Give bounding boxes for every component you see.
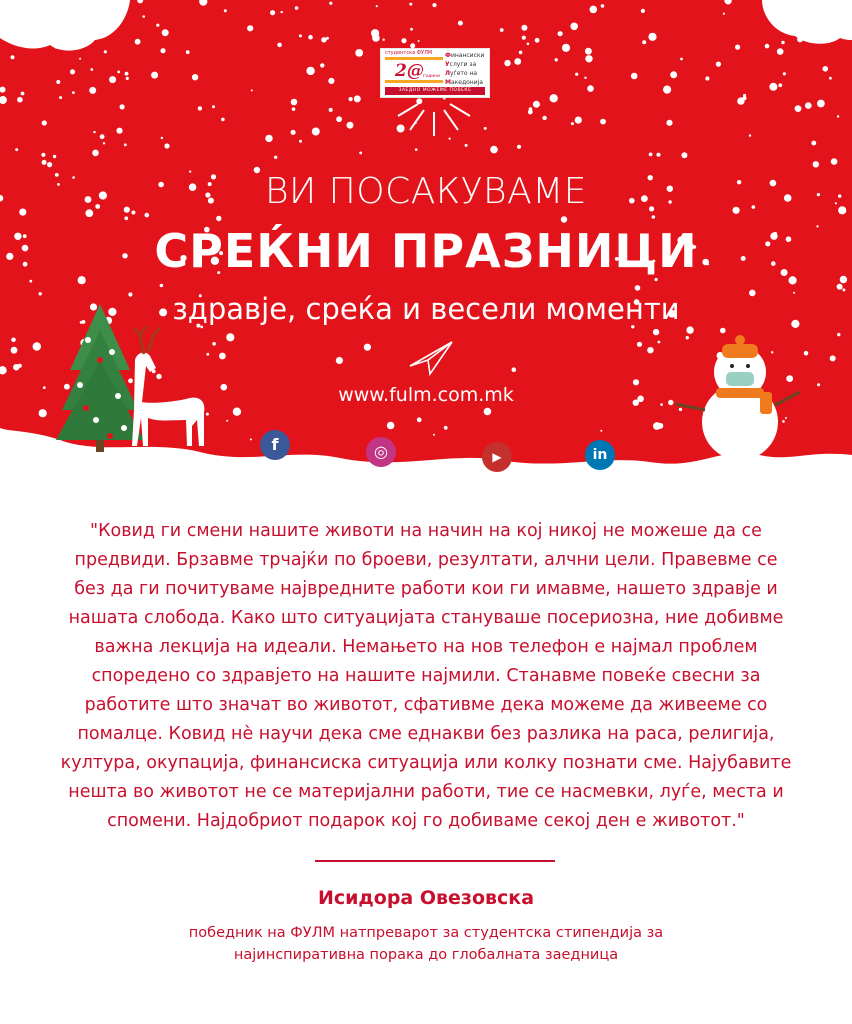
snowflake [162, 29, 169, 36]
snowflake [519, 51, 523, 55]
snowflake [653, 329, 659, 335]
snowflake [359, 152, 362, 155]
snowflake [212, 342, 216, 346]
snowflake [742, 96, 746, 100]
snowflake [349, 97, 353, 101]
logo-slogan: ЗАЕДНО МОЖЕМЕ ПОВЕЌЕ [385, 87, 485, 95]
snowflake [829, 77, 832, 80]
snowflake [79, 58, 81, 60]
snowflake [135, 39, 141, 45]
author-name: Исидора Овезовска [317, 887, 535, 909]
snowflake [558, 31, 563, 36]
snowflake [299, 34, 302, 37]
youtube-link[interactable] [482, 442, 512, 472]
snowflake [500, 28, 504, 32]
snowflake [216, 216, 221, 221]
facebook-icon: f [271, 435, 279, 454]
snowflake [247, 25, 253, 31]
author-caption-line: победник на ФУЛМ натпреварот за студентска стипендија за [188, 925, 664, 941]
snowflake [336, 116, 342, 122]
snowflake [270, 10, 275, 15]
quote-line: без да ги почитуваме највредните работи кои ги имавме, нашето здравје и [74, 579, 778, 599]
snowflake [299, 140, 302, 143]
snowflake [355, 49, 363, 57]
snowflake [649, 153, 653, 157]
snowflake [813, 161, 819, 167]
snowflake [415, 148, 418, 151]
quote-line: "Ковид ги смени нашите животи на начин на кој никој не можеше да се [90, 521, 762, 541]
snowflake [250, 438, 252, 440]
quote-line: помалце. Ковид нè научи дека сме еднакви без разлика на раса, религија, [77, 724, 775, 744]
snowflake [778, 83, 782, 87]
logo-name-line: Луѓето на [445, 70, 478, 77]
greeting-line-1: ВИ ПОСАКУВАМЕ [264, 171, 588, 212]
snowflake [92, 150, 99, 157]
snowflake [720, 328, 726, 334]
snowflake [347, 122, 354, 129]
snowflake [291, 130, 296, 135]
snowflake [192, 74, 198, 80]
snowflake [33, 342, 41, 350]
snowflake [100, 134, 105, 139]
snowflake [39, 409, 47, 417]
snowflake [433, 434, 435, 436]
snowflake [465, 144, 468, 147]
snowflake [56, 80, 60, 84]
snowflake [679, 408, 682, 411]
snowflake [631, 73, 638, 80]
snowflake [842, 288, 845, 291]
snowflake [521, 25, 527, 31]
linkedin-link[interactable] [585, 440, 615, 470]
quote-text [50, 517, 802, 836]
snowflake [160, 284, 164, 288]
snowflake [53, 155, 56, 158]
snowflake [221, 118, 225, 122]
logo-name-line: Финансиски [445, 52, 485, 59]
youtube-icon: ▶ [492, 450, 502, 464]
snowflake [124, 143, 127, 146]
logo-bar [385, 57, 443, 60]
snowflake [600, 430, 602, 432]
snowflake [29, 280, 32, 283]
quote-line: нашата слобода. Како што ситуацијата стануваше посериозна, ние добивме [68, 608, 784, 628]
snowflake [504, 60, 510, 66]
snowflake [444, 426, 448, 430]
snowflake [637, 342, 642, 347]
snowflake [383, 39, 385, 41]
snowflake [364, 344, 371, 351]
quote-line: важна лекција на идеали. Немањето на нов телефон е најмал проблем [94, 637, 758, 657]
snowflake [681, 152, 687, 158]
greeting-headline: СРЕЌНИ ПРАЗНИЦИ [154, 224, 698, 278]
quote-line: работите што значат во животот, сфативме дека можеме да живееме со [84, 695, 768, 715]
logo-years-label: години [423, 74, 441, 79]
instagram-icon: ◎ [374, 442, 388, 461]
snowflake [126, 77, 129, 80]
snowflake [783, 72, 786, 75]
snowflake [292, 107, 296, 111]
snowflake [306, 67, 314, 75]
snowflake [817, 100, 825, 108]
snowflake [21, 92, 25, 96]
facebook-link[interactable] [260, 430, 290, 460]
snowflake [15, 148, 18, 151]
snowflake [13, 364, 19, 370]
snowflake [145, 213, 150, 218]
snowflake [522, 36, 526, 40]
snowflake [151, 72, 158, 79]
snowflake [265, 135, 272, 142]
snowflake [104, 50, 107, 53]
snowflake [251, 89, 253, 91]
snowflake [570, 23, 578, 31]
snowflake [535, 38, 540, 43]
quote-line: предвиди. Брзавме трчајќи по броеви, резултати, алчни цели. Правевме се [74, 550, 778, 570]
author-caption-line: најинспиративна порака до глобалната заедница [233, 947, 619, 963]
snowflake [528, 110, 533, 115]
quote-line: спомени. Најдобриот подарок кој го добиваме секој ден е животот." [107, 811, 745, 831]
quote-line: нешта во животот не се материјални работи, тие се насмевки, луѓе, места и [68, 782, 784, 802]
snowflake [585, 55, 592, 62]
snowflake [781, 41, 784, 44]
snowflake [397, 125, 405, 133]
snowflake [458, 21, 463, 26]
snowflake [517, 145, 521, 149]
snowflake [680, 58, 683, 61]
snowflake [277, 43, 282, 48]
snowflake [805, 102, 812, 109]
snowflake [735, 45, 740, 50]
logo-mark: 2@ [395, 61, 424, 81]
snowflake [90, 68, 93, 71]
snowflake [804, 351, 809, 356]
snowflake [410, 28, 413, 31]
snowflake [206, 413, 209, 416]
snowflake [585, 48, 592, 55]
snowflake [72, 91, 75, 94]
snowflake [198, 106, 202, 110]
snowflake [432, 3, 436, 7]
snowflake [587, 85, 594, 92]
logo-name-line: Македонија [445, 79, 483, 86]
snowflake [164, 143, 169, 148]
snowflake [837, 284, 843, 290]
snowflake [642, 40, 646, 44]
snowflake [561, 216, 567, 222]
snowflake [128, 378, 133, 383]
snowflake [723, 13, 725, 15]
logo-name [445, 51, 484, 87]
snowflake [11, 55, 15, 59]
snowflake [830, 355, 836, 361]
snowflake [11, 338, 16, 343]
snowflake [320, 63, 324, 67]
snowflake [837, 333, 840, 336]
snowflake [70, 69, 75, 74]
author-caption [0, 922, 852, 966]
snowflake [89, 87, 96, 94]
snowflake [142, 15, 145, 18]
snowflake [186, 50, 190, 54]
snowflake [575, 73, 578, 76]
snowflake [686, 326, 693, 333]
snowflake [354, 95, 361, 102]
logo-name-line: Услуги за [445, 61, 477, 68]
snowflake [312, 128, 320, 136]
snowflake [295, 6, 299, 10]
instagram-link[interactable] [366, 437, 396, 467]
snowflake [652, 215, 656, 219]
snowflake [372, 34, 380, 42]
snowflake [542, 116, 546, 120]
snowflake [533, 101, 540, 108]
snowflake [769, 83, 777, 91]
snowflake [329, 2, 332, 5]
snowflake [321, 37, 326, 42]
snowflake [226, 333, 234, 341]
snowflake [782, 420, 785, 423]
logo-top-text: студентска ФУЛМ [385, 50, 433, 56]
snowflake [219, 353, 226, 360]
snowflake [571, 122, 574, 125]
snowflake [125, 72, 129, 76]
snowflake [490, 146, 498, 154]
snowflake [514, 58, 521, 65]
snowflake [765, 44, 770, 49]
snowflake [771, 351, 773, 353]
snowflake [41, 153, 45, 157]
snowflake [785, 417, 787, 419]
snowflake [484, 408, 492, 416]
snowflake [831, 158, 838, 165]
snowflake [417, 417, 422, 422]
snowflake [795, 105, 802, 112]
snowflake [512, 367, 517, 372]
snowflake [600, 119, 606, 125]
snowflake [11, 347, 18, 354]
snowflake [156, 374, 161, 379]
snowflake [308, 35, 313, 40]
snowflake [224, 9, 227, 12]
snowflake [124, 216, 128, 220]
snowflake [206, 353, 209, 356]
snowflake [47, 162, 52, 167]
website-link[interactable]: www.fulm.com.mk [338, 384, 514, 406]
snowflake [635, 285, 641, 291]
snowflake [686, 336, 689, 339]
snowflake [527, 43, 530, 46]
snowflake [401, 38, 406, 43]
snowflake [749, 134, 751, 136]
snowflake [120, 104, 125, 109]
header-banner [0, 0, 852, 480]
snowflake [93, 131, 95, 133]
snowflake [705, 76, 709, 80]
snowflake [657, 423, 663, 429]
snowflake [666, 120, 672, 126]
snowflake [449, 138, 451, 140]
snowflake [656, 153, 660, 157]
snowflake [786, 375, 793, 382]
snowflake [484, 127, 487, 130]
snowflake [336, 357, 343, 364]
greeting-subtitle: здравје, среќа и весели моменти [172, 292, 680, 326]
snowflake [584, 77, 586, 79]
fulm-logo[interactable] [380, 48, 490, 98]
snowflake [42, 160, 47, 165]
snowflake [376, 5, 378, 7]
snowflake [117, 71, 120, 74]
snowflake [837, 115, 839, 117]
divider-line [315, 860, 555, 862]
snowflake [647, 347, 653, 353]
snowflake [116, 128, 122, 134]
snowflake [658, 341, 661, 344]
snowflake [212, 105, 215, 108]
snowflake [291, 99, 298, 106]
snowflake [641, 9, 645, 13]
snowflake [823, 66, 829, 72]
snowflake [601, 4, 605, 8]
quote-line: култура, окупација, финансиска ситуација или колку познати сме. Најубавите [60, 753, 792, 773]
snowflake [416, 98, 422, 104]
snowflake [328, 78, 334, 84]
snowflake [716, 62, 721, 67]
snowflake [590, 6, 598, 14]
snowflake [777, 48, 784, 55]
snowflake [329, 108, 333, 112]
snowflake [562, 44, 570, 52]
snowflake [575, 117, 582, 124]
snowflake [550, 94, 558, 102]
snowflake [281, 11, 283, 13]
snowflake [109, 76, 116, 83]
snowflake [409, 3, 412, 6]
snowflake [59, 96, 62, 99]
snowflake [670, 71, 677, 78]
snowflake [648, 33, 656, 41]
snowflake [161, 137, 163, 139]
quote-line: споредено со здравјето на нашите најмили. Станавме повеќе свесни за [91, 666, 761, 686]
linkedin-icon: in [592, 447, 608, 463]
snowflake [156, 24, 159, 27]
snowflake [17, 97, 23, 103]
snowflake [387, 422, 395, 430]
snowflake [160, 48, 165, 53]
snowflake [655, 278, 658, 281]
snowflake [555, 58, 558, 61]
snowflake [226, 420, 228, 422]
snowflake [663, 86, 671, 94]
snowflake [418, 40, 420, 42]
snowflake [103, 142, 105, 144]
snowflake [233, 408, 241, 416]
snowflake [42, 120, 47, 125]
snowflake [811, 141, 816, 146]
snowflake [274, 156, 277, 159]
